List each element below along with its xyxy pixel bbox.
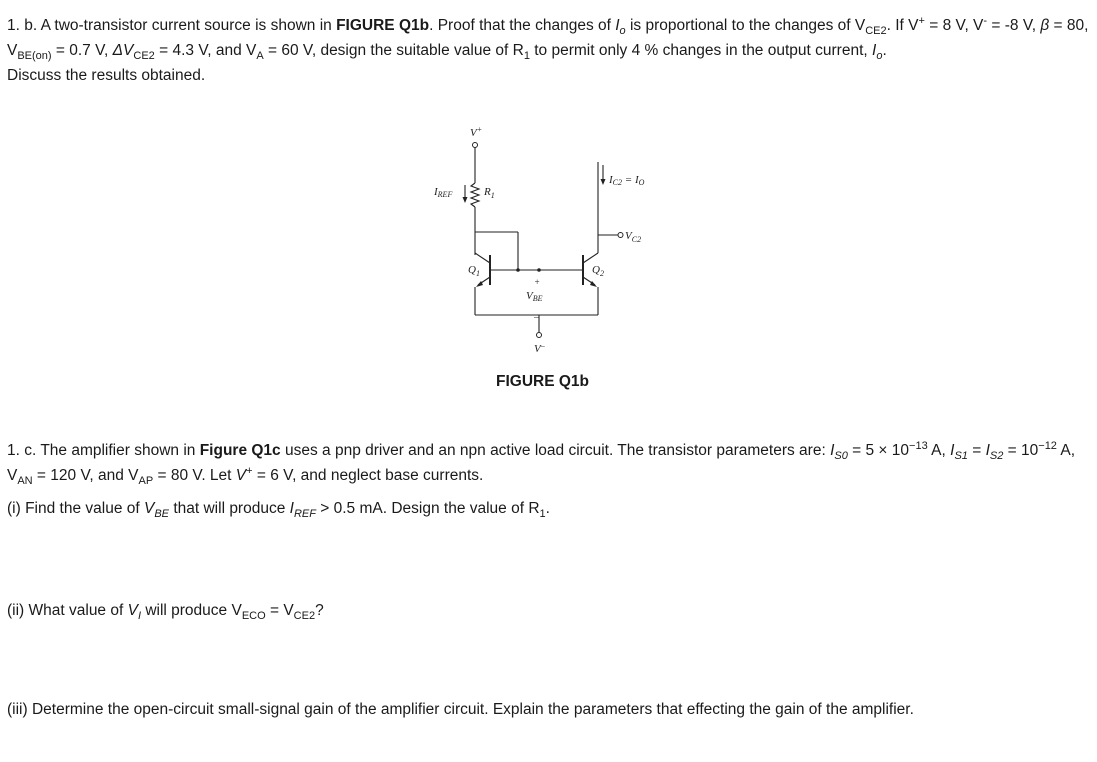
figure-q1b-circuit: [420, 125, 700, 365]
vplus-label: V+: [470, 125, 483, 139]
r1-resistor: [471, 183, 479, 207]
current-mirror-schematic: [420, 125, 700, 365]
ic2-label: IC2 = IO: [609, 174, 645, 187]
q1c-part-i: (i) Find the value of $V_{BE}$ that will produce $I_{REF} > 0.5$ mA. Design the value of $R_1$.: [7, 500, 550, 521]
figure-q1c-ref: Figure Q1c: [199, 442, 281, 459]
q1c-part-iii: (iii) Determine the open-circuit small-signal gain of the amplifier circuit. Explain the parameters that effecting the gain of the amplifier.: [7, 701, 914, 718]
iref-arrowhead: [463, 197, 468, 203]
figure-caption: FIGURE Q1b: [496, 373, 590, 390]
figure-q1b-ref: FIGURE Q1b: [336, 17, 430, 34]
iref-label: IREF: [434, 186, 453, 199]
ic2-arrowhead: [601, 179, 606, 185]
q2-collector: [583, 253, 598, 263]
q1-label: $Q_1$: [468, 264, 480, 278]
q1-collector: [475, 253, 490, 263]
vc2-label: $V_{C2}$: [625, 230, 642, 244]
q1c-part-ii: (ii) What value of $V_I$ will produce $V_{ECO} = V_{CE2}$?: [7, 602, 324, 623]
vminus-label: V–: [534, 341, 545, 355]
vbe-minus: –: [534, 312, 539, 322]
q1c-question: 1. c. The amplifier shown in Figure Q1c uses a pnp driver and an npn active load circuit. The transistor parameters are: $I_{S0} = 5 \times 10^{-13}$ A, $I_{S1} = I_{S2} = 10^{-12}$ A, $V_{AN} = 120$ V, and $V_{AP} = 80$ V. Let V+ = 6 V, and neglect base currents.: [7, 439, 1076, 488]
vminus-terminal: [537, 333, 542, 338]
base-node-dot-q1: [516, 268, 520, 272]
r1-label: $R_1$: [484, 186, 495, 200]
base-node-dot: [537, 268, 541, 272]
vbe-plus: +: [534, 277, 541, 287]
vbe-label: VBE: [526, 290, 543, 303]
vc2-terminal: [618, 233, 623, 238]
q2-label: $Q_2$: [592, 264, 604, 278]
vplus-terminal: [473, 143, 478, 148]
q1b-question: 1. b. A two-transistor current source is shown in FIGURE Q1b. Proof that the changes of $I_o$ is proportional to the changes of $V_{CE2}$. If V+ = 8 V, V- = -8 V, β = 80, $V_{BE(on)} = 0.7$ V, $\Delta V_{CE2} = 4.3$ V, and $V_A = 60$ V, design the suitable value of $R_1$ to permit only 4 % changes in the output current, $I_o$. Discuss the results obtained.: [7, 14, 1089, 84]
